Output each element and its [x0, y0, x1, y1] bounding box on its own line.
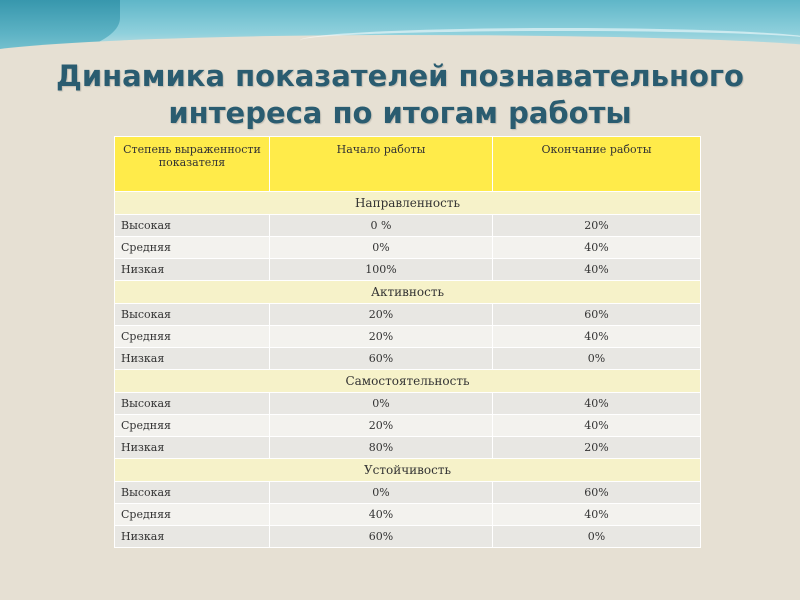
end-value-cell: 0%: [493, 348, 701, 370]
section-title: Направленность: [115, 192, 701, 215]
start-value-cell: 0%: [270, 482, 493, 504]
start-value-cell: 100%: [270, 259, 493, 281]
table-row: [115, 393, 701, 415]
start-value-cell: 80%: [270, 437, 493, 459]
table-header-row: [115, 137, 701, 192]
end-value-cell: 40%: [493, 504, 701, 526]
table-row: [115, 504, 701, 526]
end-value-cell: 40%: [493, 237, 701, 259]
level-cell: Высокая: [115, 215, 270, 237]
section-title: Устойчивость: [115, 459, 701, 482]
start-value-cell: 20%: [270, 326, 493, 348]
end-value-cell: 20%: [493, 215, 701, 237]
level-cell: Высокая: [115, 304, 270, 326]
level-cell: Высокая: [115, 482, 270, 504]
table-row: [115, 437, 701, 459]
end-value-cell: 20%: [493, 437, 701, 459]
column-header-level: Степень выраженности показателя: [115, 137, 270, 192]
level-cell: Высокая: [115, 393, 270, 415]
end-value-cell: 40%: [493, 326, 701, 348]
table-row: [115, 215, 701, 237]
table-row: [115, 348, 701, 370]
level-cell: Средняя: [115, 237, 270, 259]
start-value-cell: 40%: [270, 504, 493, 526]
start-value-cell: 60%: [270, 348, 493, 370]
slide-title: [0, 58, 800, 132]
start-value-cell: 20%: [270, 415, 493, 437]
section-title: Самостоятельность: [115, 370, 701, 393]
table-row: [115, 526, 701, 548]
level-cell: Средняя: [115, 415, 270, 437]
column-header-start: Начало работы: [270, 137, 493, 192]
table-row: [115, 482, 701, 504]
end-value-cell: 40%: [493, 259, 701, 281]
table-row: [115, 415, 701, 437]
level-cell: Средняя: [115, 504, 270, 526]
level-cell: Низкая: [115, 259, 270, 281]
slide-title-line-2: интереса по итогам работы: [168, 96, 632, 130]
section-row: [115, 192, 701, 215]
start-value-cell: 20%: [270, 304, 493, 326]
start-value-cell: 60%: [270, 526, 493, 548]
table-row: [115, 259, 701, 281]
level-cell: Низкая: [115, 437, 270, 459]
level-cell: Средняя: [115, 326, 270, 348]
table-row: [115, 304, 701, 326]
end-value-cell: 40%: [493, 393, 701, 415]
end-value-cell: 60%: [493, 304, 701, 326]
level-cell: Низкая: [115, 526, 270, 548]
start-value-cell: 0%: [270, 237, 493, 259]
table-row: [115, 237, 701, 259]
background-wave-crest: [300, 28, 800, 53]
table-row: [115, 326, 701, 348]
end-value-cell: 0%: [493, 526, 701, 548]
end-value-cell: 40%: [493, 415, 701, 437]
section-row: [115, 281, 701, 304]
section-title: Активность: [115, 281, 701, 304]
table-body: [115, 192, 701, 548]
end-value-cell: 60%: [493, 482, 701, 504]
results-table: [114, 136, 701, 548]
level-cell: Низкая: [115, 348, 270, 370]
start-value-cell: 0 %: [270, 215, 493, 237]
start-value-cell: 0%: [270, 393, 493, 415]
section-row: [115, 459, 701, 482]
column-header-end: Окончание работы: [493, 137, 701, 192]
slide-title-line-1: Динамика показателей познавательного: [56, 59, 744, 93]
section-row: [115, 370, 701, 393]
